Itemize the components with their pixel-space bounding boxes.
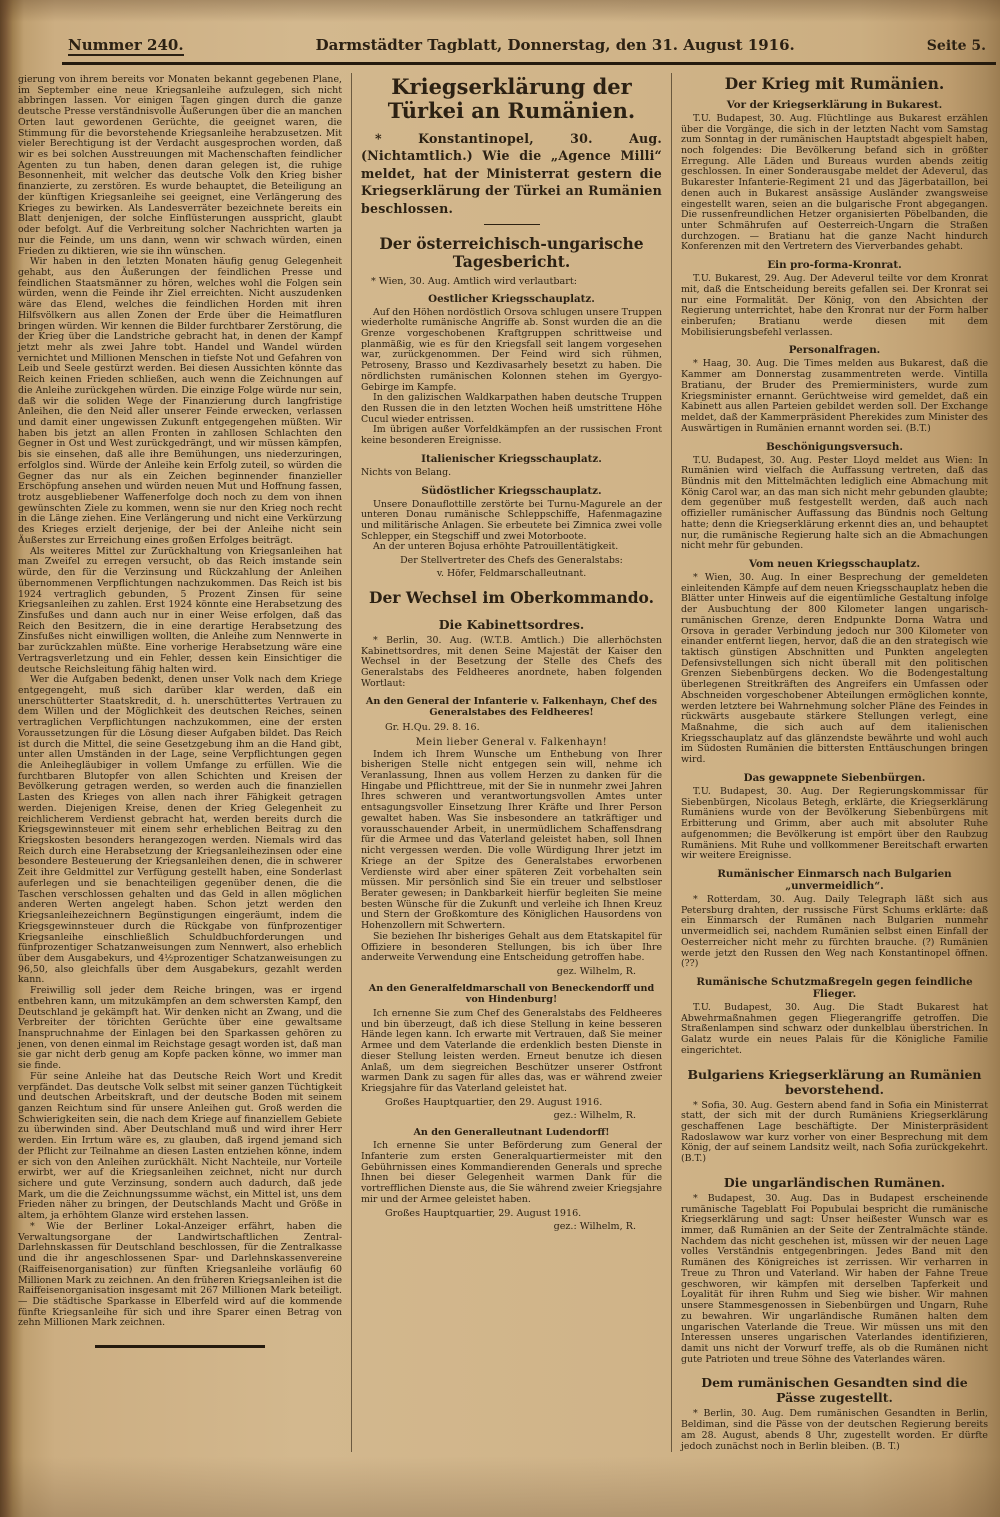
column-layout	[0, 65, 1000, 1452]
romania-paragraph: T.U. Budapest, 30. Aug. Der Regierungskommissar für Siebenbürgen, Nicolaus Betegh, erklärte, die Kriegserklärung Rumäniens wurde von der Bevölkerung Siebenbürgens mit Erbitterung und Grimm, aber auch mit absoluter Ruhe aufgenommen; die Bevölkerung ist empört über den Raubzug Rumäniens. Mit Ruhe und vollkommener Bereitschaft erwarten wir weitere Ereignisse.	[681, 785, 988, 862]
headline-war-declaration: Kriegserklärung der Türkei an Rumänien.	[387, 74, 636, 123]
letter-paragraph: Sie beziehen Ihr bisheriges Gehalt aus dem Etatskapitel für Offiziere in besonderen Stellungen, bis ich über Ihre anderweite Verwendung eine Entscheidung getroffen habe.	[361, 930, 662, 964]
letter-date: Gr. H.Qu. 29. 8. 16.	[385, 721, 480, 733]
letter-paragraph: Ich ernenne Sie unter Beförderung zum General der Infanterie zum ersten Generalquartiermeister mit den Gebührnissen eines Kommandierenden Generals und spreche Ihnen bei dieser Gelegenheit warmen Dank für die vortrefflichen Dienste aus, die Sie während zweier Kriegsjahre mir und der Armee geleistet haben.	[361, 1140, 662, 1205]
tagesbericht-paragraph: Nichts von Belang.	[361, 466, 452, 478]
romania-paragraph: T.U. Budapest, 30. Aug. Flüchtlinge aus Bukarest erzählen über die Vorgänge, die sich in der letzten Nacht vom Samstag zum Sonntag in der rumänischen Hauptstadt abgespielt haben, noch folgendes: Die Bevölkerung befand sich in größter Erregung. Alle Läden und Bureaus wurden abends zeitig geschlossen. In einer Sonderausgabe meldet der Adeverul, das Bukarester Infanterie-Regiment 21 und das Jägerbataillon, bei denen auch in Bukarest ansässige Ausländer zwangsweise eingestellt waren, seien an die bulgarische Front abgegangen. Die russenfreundlichen Hetzer organisierten Pöbelbanden, die unter Schmährufen auf Oesterreich-Ungarn die Straßen durchzogen. — Bratianu hat die ganze Nacht hindurch Konferenzen mit den Vertretern des Vierverbandes gehabt.	[681, 112, 988, 253]
romania-subhead: Rumänischer Einmarsch nach Bulgarien „unvermeidlich“.	[717, 867, 952, 892]
letter-salutation: Mein lieber General v. Falkenhayn!	[415, 736, 608, 748]
letter-signature: gez.: Wilhelm, R.	[553, 1220, 636, 1232]
article-paragraph: Wir haben in den letzten Monaten häufig genug Gelegenheit gehabt, aus den Äußerungen der feindlichen Presse und feindlichen Staatsmänner zu hören, welches wohl die Folgen sein würden, wenn die Feinde ihr Ziel erreichten. Nicht auszudenken wäre das Elend, welches die feindlichen Horden mit ihren Hilfsvölkern aus allen Zonen der Erde über die Heimatfluren bringen würden. Wir kennen die Bilder furchtbarer Zerstörung, die der Krieg über die Landstriche gebracht hat, in denen der Kampf jetzt mehr als zwei Jahre tobt. Handel und Wandel würden vernichtet und Millionen Menschen in tiefste Not und Gefahren von Leib und Seele gestürzt werden. Bei diesen Aussichten könnte das Reich keinen Frieden schließen, auch wenn die Zeichnungen auf die Anleihe zurückgehen würden. Die einzige Folge würde nur sein, daß wir die soliden Wege der Finanzierung durch langfristige Anleihen, die den Neid aller unserer Feinde erwecken, verlassen und damit einer ungewissen Zukunft entgegengehen müßten. Wir haben bis jetzt an allen Fronten in zahllosen Schlachten den Gegner in Ost und West zurückgedrängt, und wir müssen kämpfen, bis sie einsehen, daß alle ihre Bemühungen, uns niederzuringen, erfolglos sind. Würde der Anleihe kein Erfolg zuteil, so würden die Gegner das nur als ein Zeichen beginnender finanzieller Erschöpfung ansehen und würden neuen Mut und Hoffnung fassen, trotz ausgebliebener Waffenerfolge doch noch zu dem von ihnen gewünschten Ziele zu kommen, wenn sie nur den Krieg noch recht in die Länge ziehen. Eine Verlängerung und nicht eine Verkürzung des Krieges erzielt derjenige, der bei der Anleihe nicht sein Äußerstes zur Erreichung eines großen Erfolges beiträgt.	[18, 256, 342, 546]
romania-paragraph: T.U. Bukarest, 29. Aug. Der Adeverul teilte vor dem Kronrat mit, daß die Entscheidung bereits gefallen sei. Der Kronrat sei nur eine Formalität. Der König, von den Absichten der Regierung unterrichtet, habe den Kronrat nur der Form halber einberufen; Bratianu werde diesen mit dem Mobilisierungsbefehl verlassen.	[681, 273, 988, 338]
romania-paragraph: * Haag, 30. Aug. Die Times melden aus Bukarest, daß die Kammer am Donnerstag zusammentreten werde. Vintilla Bratianu, der Bruder des Premierministers, wurde zum Kriegsminister ernannt. Gerüchtweise wird gemeldet, daß ein Kabinett aus allen Parteien gebildet werden soll. Der Exchange meldet, daß der Kammerpräsident Pherekides zum Minister des Auswärtigen in Rumänien ernannt worden sei. (B.T.)	[681, 358, 988, 434]
issue-number: Nummer 240.	[68, 36, 184, 54]
letter-date: Großes Hauptquartier, den 29. August 1916.	[385, 1096, 603, 1108]
letter-date: Großes Hauptquartier, 29. August 1916.	[385, 1207, 582, 1219]
tagesbericht-paragraph: An der unteren Bojusa erhöhte Patrouillentätigkeit.	[373, 541, 619, 553]
masthead	[0, 0, 1000, 56]
romania-subhead: Rumänische Schutzmaßregeln gegen feindliche Flieger.	[696, 975, 973, 1000]
article-paragraph: Freiwillig soll jeder dem Reiche bringen, was er irgend entbehren kann, um mitzukämpfen an dem schwersten Kampf, den Deutschland je gekämpft hat. Wir denken nicht an Zwang, und die Verbreiter der törichten Gerüchte über eine gewaltsame Inanspruchnahme der Einlagen bei den Sparkassen gehören zu jenen, von denen einmal im Reichstage gesagt worden ist, daß man sie gar nicht derb genug am Kopfe packen könne, wo immer man sie finde.	[18, 985, 342, 1072]
romania-subhead: Vom neuen Kriegsschauplatz.	[748, 557, 921, 570]
romania-paragraph: T.U. Budapest, 30. Aug. Die Stadt Bukarest hat Abwehrmaßnahmen gegen Fliegerangriffe getroffen. Die Straßenlampen sind schwarz oder dunkelblau überstrichen. In Galatz wurde ein neues Palais für die Königliche Familie eingerichtet.	[681, 1001, 988, 1056]
column-romania-war	[671, 73, 990, 1452]
article-paragraph: Als weiteres Mittel zur Zurückhaltung von Kriegsanleihen hat man Zweifel zu erregen versucht, ob das Reich imstande sein würde, den für die Verzinsung und Rückzahlung der Anleihen übernommenen Verpflichtungen nachzukommen. Das Reich ist bis 1924 vertraglich gebunden, 5 Prozent Zinsen für seine Kriegsanleihen zu zahlen. Erst 1924 könnte eine Herabsetzung des Zinsfußes und dann auch nur in einer Weise erfolgen, daß das Reich den Besitzern, die in eine derartige Herabsetzung des Zinsfußes nicht einwilligen wollten, die Anleihe zum Nennwerte in bar zurückzahlen müßte. Eine vorherige Herabsetzung wäre eine Vertragsverletzung und ein Fehler, dessen kein Einsichtiger die deutsche Reichsleitung fähig halten wird.	[18, 545, 342, 675]
letter-signature: gez.: Wilhelm, R.	[553, 1109, 636, 1121]
subhead-east-front: Oestlicher Kriegsschauplatz.	[428, 292, 595, 305]
letter-signature: gez. Wilhelm, R.	[556, 965, 636, 977]
war-declaration-lead: * Konstantinopel, 30. Aug. (Nichtamtlich.) Wie die „Agence Milli“ meldet, hat der Ministerrat gestern die Kriegserklärung der Türkei an Rumänien beschlossen.	[361, 131, 662, 216]
column-official-reports	[351, 73, 671, 1452]
romania-subhead: Vor der Kriegserklärung in Bukarest.	[726, 98, 943, 111]
article-paragraph: * Sofia, 30. Aug. Gestern abend fand in Sofia ein Ministerrat statt, der sich mit der durch Rumäniens Kriegserklärung geschaffenen Lage beschäftigte. Der Ministerpräsident Radoslawow war kurz vorher von einer Besprechung mit dem König, der auf seinem Landsitz weilt, nach Sofia zurückgekehrt. (B.T.)	[681, 1099, 988, 1165]
article-paragraph: Wer die Aufgaben bedenkt, denen unser Volk nach dem Kriege entgegengeht, muß sich darüber klar werden, daß ein unerschütterter Staatskredit, d. h. unerschüttertes Vertrauen zu dem Willen und der Möglichkeit des deutschen Reiches, seinen vertraglichen Verpflichtungen nachzukommen, eine der ersten Voraussetzungen für die Lösung dieser Aufgaben bildet. Das Reich ist durch die Mittel, die seine Gesetzgebung ihm an die Hand gibt, unter allen Umständen in der Lage, seine Verpflichtungen gegen die Anleihegläubiger in vollem Umfange zu erfüllen. Wie die furchtbaren Blutopfer von allen Schichten und Kreisen der Bevölkerung getragen werden, so werden auch die finanziellen Lasten des Krieges von allen nach ihrer Fähigkeit getragen werden. Diejenigen Kreise, denen der Krieg Gelegenheit zu reichlicherem Verdienst gebracht hat, werden bereits durch die Kriegsgewinnsteuer mit einem sehr erheblichen Beitrag zu den Kriegskosten besonders herangezogen werden. Niemals wird das Reich durch eine Herabsetzung der Kriegsanleihezinsen oder eine besondere Besteuerung der Kriegsanleihen denen, die in schwerer Zeit ihre Geldmittel zur Verfügung gestellt haben, eine Sonderlast auferlegen und sie benachteiligen gegenüber denen, die die Taschen verschlossen gehalten und das Geld in allen möglichen anderen Werten angelegt haben. Schon jetzt werden den Kriegsanleihezeichnern Begünstigungen eingeräumt, indem die Kriegsgewinnsteuer durch die Rückgabe von fünfprozentiger Kriegsanleihe einschließlich Schuldbuchforderungen und fünfprozentiger Schatzanweisungen zum Nennwert, also erheblich über dem Ausgabekurs, und 4½prozentiger Schatzanweisungen zu 96,50, also gleichfalls über dem Ausgabekurs, gezahlt werden kann.	[18, 674, 342, 986]
headline-bulgaria-declaration: Bulgariens Kriegserklärung an Rumänien bevorstehend.	[687, 1066, 982, 1097]
romania-subhead: Personalfragen.	[788, 344, 881, 357]
article-paragraph: * Budapest, 30. Aug. Das in Budapest erscheinende rumänische Tageblatt Foi Popubulai bespricht die rumänische Kriegserklärung und sagt: Unser heißester Wunsch war es immer, daß Rumänien an der Seite der Zentralmächte stände. Nachdem das nicht geschehen ist, müssen wir der neuen Lage volles Verständnis entgegenbringen. Jedes Band mit den Rumänen des Königreiches ist zerrissen. Wir verharren in Treue zu Thron und Vaterland. Wir haben der Fahne Treue geschworen, wir kämpfen mit derselben Tapferkeit und Loyalität für ihren Ruhm und Sieg wie bisher. Wir mahnen unsere Stammesgenossen in Siebenbürgen und Ungarn, Ruhe zu bewahren. Wir ungarländische Rumänen halten dem ungarischen Vaterlande die Treue. Wir müssen uns mit den Interessen unseres ungarischen Vaterlandes identifizieren, damit uns nicht der Vorwurf treffe, als ob die Rumänen nicht gute Patrioten und treue Söhne des Vaterlandes wären.	[681, 1192, 988, 1365]
subhead-italian-front: Italienischer Kriegsschauplatz.	[421, 452, 602, 465]
headline-oberkommando: Der Wechsel im Oberkommando.	[369, 588, 654, 608]
tagesbericht-dateline: * Wien, 30. Aug. Amtlich wird verlautbart:	[371, 275, 577, 287]
romania-paragraph: * Rotterdam, 30. Aug. Daily Telegraph läßt sich aus Petersburg drahten, der russische Fürst Schums erklärte: daß ein Einmarsch der Rumänen nach Bulgarien nunmehr unvermeidlich sei, nachdem Rumänien selbst einen Einfall der Oesterreicher nicht mehr zu fürchten brauche. (?) Rumänien werde jetzt den Russen den Weg nach Konstantinopel öffnen. (??)	[681, 893, 988, 970]
headline-tagesbericht: Der österreichisch-ungarische Tagesbericht.	[379, 233, 644, 271]
article-paragraph: * Berlin, 30. Aug. Dem rumänischen Gesandten in Berlin, Beldiman, sind die Pässe von der deutschen Regierung bereits am 28. August, abends 8 Uhr, zugestellt worden. Er dürfte jedoch zunächst noch in Berlin bleiben. (B. T.)	[681, 1408, 988, 1452]
headline-romania-war: Der Krieg mit Rumänien.	[724, 74, 945, 93]
section-divider	[484, 224, 540, 225]
romania-subhead: Ein pro-forma-Kronrat.	[767, 259, 902, 272]
page-number: Seite 5.	[926, 38, 986, 54]
letter-address-hindenburg: An den Generalfeldmarschall von Beneckendorff und von Hindenburg!	[368, 982, 655, 1006]
page-title: Darmstädter Tagblatt, Donnerstag, den 31. August 1916.	[315, 36, 795, 54]
column-war-loan-article	[18, 73, 351, 1452]
article-paragraph: gierung von ihrem bereits vor Monaten bekannt gegebenen Plane, im September eine neue Kriegsanleihe aufzulegen, sich nicht abbringen lassen. Vor einigen Tagen gingen durch die ganze deutsche Presse verständnisvolle Äußerungen über die an manchen Orten laut gewordenen Gerüchte, die geeignet waren, die Stimmung für die bevorstehende Kriegsanleihe herabzusetzen. Mit vieler Berechtigung ist der Verdacht ausgesprochen worden, daß wir es bei solchen Ausstreuungen mit Machenschaften feindlicher Agenten zu tun haben, denen daran gelegen ist, die ruhige Besonnenheit, mit welcher das deutsche Volk den Krieg bisher finanzierte, zu zerstören. Es wurde behauptet, die Beteiligung an der künftigen Kriegsanleihe sei geeignet, eine Verlängerung des Krieges zu bewirken. Als Landesverräter bezeichnete bereits ein Blatt denjenigen, der solche Einflüsterungen ausspricht, glaubt oder befolgt. Auf die Verbreitung solcher Nachrichten warten ja nur die Feinde, um uns dann, wenn wir schwach würden, einen Frieden zu diktieren, wie sie ihn wünschen.	[18, 74, 342, 257]
article-paragraph: * Wie der Berliner Lokal-Anzeiger erfährt, haben die Verwaltungsorgane der Landwirtschaftlichen Zentral-Darlehnskassen für Deutschland beschlossen, für die Zentralkasse und die ihr angeschlossenen Spar- und Darlehnskassenvereine (Raiffeisenorganisation) zur fünften Kriegsanleihe vorläufig 60 Millionen Mark zu zeichnen. An den früheren Kriegsanleihen ist die Raiffeisenorganisation insgesamt mit 267 Millionen Mark beteiligt. — Die städtische Sparkasse in Elberfeld wird auf die kommende fünfte Kriegsanleihe für sich und ihre Sparer einen Betrag von zehn Millionen Mark zeichnen.	[18, 1220, 342, 1329]
letter-address-falkenhayn: An den General der Infanterie v. Falkenhayn, Chef des Generalstabes des Feldheeres!	[365, 695, 658, 719]
tagesbericht-signature-role: Der Stellvertreter des Chefs des Generalstabs:	[400, 555, 623, 567]
headline-hungarian-romanians: Die ungarländischen Rumänen.	[723, 1174, 946, 1190]
romania-paragraph: * Wien, 30. Aug. In einer Besprechung der gemeldeten einleitenden Kämpfe auf dem neuen Kriegsschauplatz heben die Blätter unter Hinweis auf die eigentümliche Gestaltung infolge der Ausbuchtung der 800 Kilometer langen ungarisch-rumänischen Grenze, deren Endpunkte Dorna Watra und Orsova in gerader Verbindung jedoch nur 300 Kilometer von einander entfernt liegen, hervor, daß die an den strategisch wie taktisch günstigen Abschnitten und Punkten angelegten Defensivstellungen sich nicht überall mit den politischen Grenzen Siebenbürgens decken. Wo die Bodengestaltung überlegenen Streitkräften des Angreifers ein Umfassen oder Abschneiden vorgeschobener Abteilungen ermöglichen konnte, werden letztere bei Wahrnehmung solcher Pläne des Feindes in rückwärts ausgebaute stärkere Stellungen verlegt, eine Maßnahme, die sich auch auf dem italienischen Kriegsschauplatz auf das glänzendste bewährte und wohl auch im Südosten Rumänien die bittersten Enttäuschungen bringen wird.	[681, 571, 988, 766]
tagesbericht-paragraph: Unsere Donauflottille zerstörte bei Turnu-Magurele an der unteren Donau rumänische Schleppschiffe, Hafenmagazine und militärische Anlagen. Sie erbeutete bei Zimnica zwei volle Schlepper, ein Stegschiff und zwei Motorboote.	[361, 498, 662, 542]
tagesbericht-paragraph: Auf den Höhen nordöstlich Orsova schlugen unsere Truppen wiederholte rumänische Angriffe ab. Sonst wurden die an die Grenze vorgeschobenen Kraftgruppen schrittweise und planmäßig, wie es für den Kriegsfall seit langem vorgesehen war, zurückgenommen. Der Feind wird sich rühmen, Petroseny, Brasso und Kezdivasarhely besetzt zu haben. Die nördlichsten rumänischen Kolonnen stehen im Gyergyo-Gebirge im Kampfe.	[361, 306, 662, 393]
tagesbericht-paragraph: In den galizischen Waldkarpathen haben deutsche Truppen den Russen die in den letzten Wochen heiß umstrittene Höhe Cucul wieder entrissen.	[361, 392, 662, 425]
letter-paragraph: Ich ernenne Sie zum Chef des Generalstabs des Feldheeres und bin überzeugt, daß ich diese Stellung in keine besseren Hände legen kann. Ich erwarte mit Vertrauen, daß Sie meiner Armee und dem Vaterlande die erdenklich besten Dienste in dieser Stellung leisten werden. Erneut benutze ich diesen Anlaß, um dem siegreichen Beschützer unserer Ostfront warmen Dank zu sagen für alles das, was er während zweier Kriegsjahre für das Vaterland geleistet hat.	[361, 1007, 662, 1094]
romania-subhead: Beschönigungsversuch.	[766, 440, 903, 453]
tagesbericht-paragraph: Im übrigen außer Vorfeldkämpfen an der russischen Front keine besonderen Ereignisse.	[361, 424, 662, 447]
oberkommando-intro: * Berlin, 30. Aug. (W.T.B. Amtlich.) Die allerhöchsten Kabinettsordres, mit denen Seine Majestät der Kaiser den Wechsel in der Besetzung der Stelle des Chefs des Generalstabs des Feldheeres anordnete, haben folgenden Wortlaut:	[361, 635, 662, 689]
subhead-southeast-front: Südöstlicher Kriegsschauplatz.	[421, 484, 602, 497]
letter-address-ludendorff: An den Generalleutnant Ludendorff!	[413, 1126, 610, 1138]
tagesbericht-signature-name: v. Höfer, Feldmarschalleutnant.	[436, 568, 587, 580]
romania-subhead: Das gewappnete Siebenbürgen.	[743, 771, 926, 784]
article-end-rule	[95, 1345, 265, 1348]
letter-paragraph: Indem ich Ihrem Wunsche um Enthebung von Ihrer bisherigen Stelle nicht entgegen sein will, nehme ich Veranlassung, Ihnen aus vollem Herzen zu danken für die Hingabe und Pflichttreue, mit der Sie in nunmehr zwei Jahren Ihres schweren und verantwortungsvollen Amtes unter entsagungsvoller Einsetzung Ihrer Kräfte und Ihrer Person gewaltet haben. Was Sie insbesondere an tatkräftiger und vorausschauender Arbeit, in unermüdlichem Schaffensdrang für die Armee und das Vaterland geleistet haben, soll Ihnen nicht vergessen werden. Die volle Würdigung Ihrer jetzt im Kriege an der Spitze des Generalstabes erworbenen Verdienste wird aber einer späteren Zeit vorbehalten sein müssen. Mir persönlich sind Sie ein treuer und selbstloser Berater gewesen; in Dankbarkeit hierfür begleiten Sie meine besten Wünsche für die Zukunft und verleihe ich Ihnen Kreuz und Stern der Großkomture des Königlichen Hausordens von Hohenzollern mit Schwertern.	[361, 748, 662, 932]
subhead-kabinettsordres: Die Kabinettsordres.	[438, 617, 585, 632]
article-paragraph: Für seine Anleihe hat das Deutsche Reich Wort und Kredit verpfändet. Das deutsche Volk selbst mit seiner ganzen Tüchtigkeit und deutschen Arbeitskraft, und der deutsche Boden mit seinem ganzen Reichtum sind für unsere Anleihen gut. Groß werden die Schwierigkeiten sein, die nach dem Kriege auf finanziellem Gebiete zu überwinden sind. Aber Deutschland muß und wird ihrer Herr werden. Ein Irrtum wäre es, zu glauben, daß irgend jemand sich der Pflicht zur Teilnahme an diesen Lasten entziehen könne, indem er sich von den Anleihen zurückhält. Nicht Nachteile, nur Vorteile erwirbt, wer auf die Kriegsanleihen zeichnet, nicht nur durch sichere und gute Verzinsung, sondern auch dadurch, daß jede Mark, um die die Zeichnungssumme wächst, ein Mittel ist, uns dem Frieden näher zu bringen, der Deutschlands Macht und Größe in altem, ja erhöhtem Glanze wird erstehen lassen.	[18, 1070, 342, 1222]
romania-paragraph: T.U. Budapest, 30. Aug. Pester Lloyd meldet aus Wien: In Rumänien wird vielfach die Auffassung vertreten, daß das Bündnis mit den Mittelmächten lediglich eine Abmachung mit König Carol war, an das man sich nicht mehr gebunden glaubte; dem gegenüber muß festgestellt werden, daß auch nach offizieller rumänischer Auffassung das Bündnis noch Geltung hatte; denn die Kriegserklärung erkennt dies an, und behauptet nur, die rumänische Regierung halte sich an die Abmachungen nicht mehr für gebunden.	[681, 454, 988, 552]
headline-envoy-passports: Dem rumänischen Gesandten sind die Pässe zugestellt.	[701, 1375, 968, 1406]
